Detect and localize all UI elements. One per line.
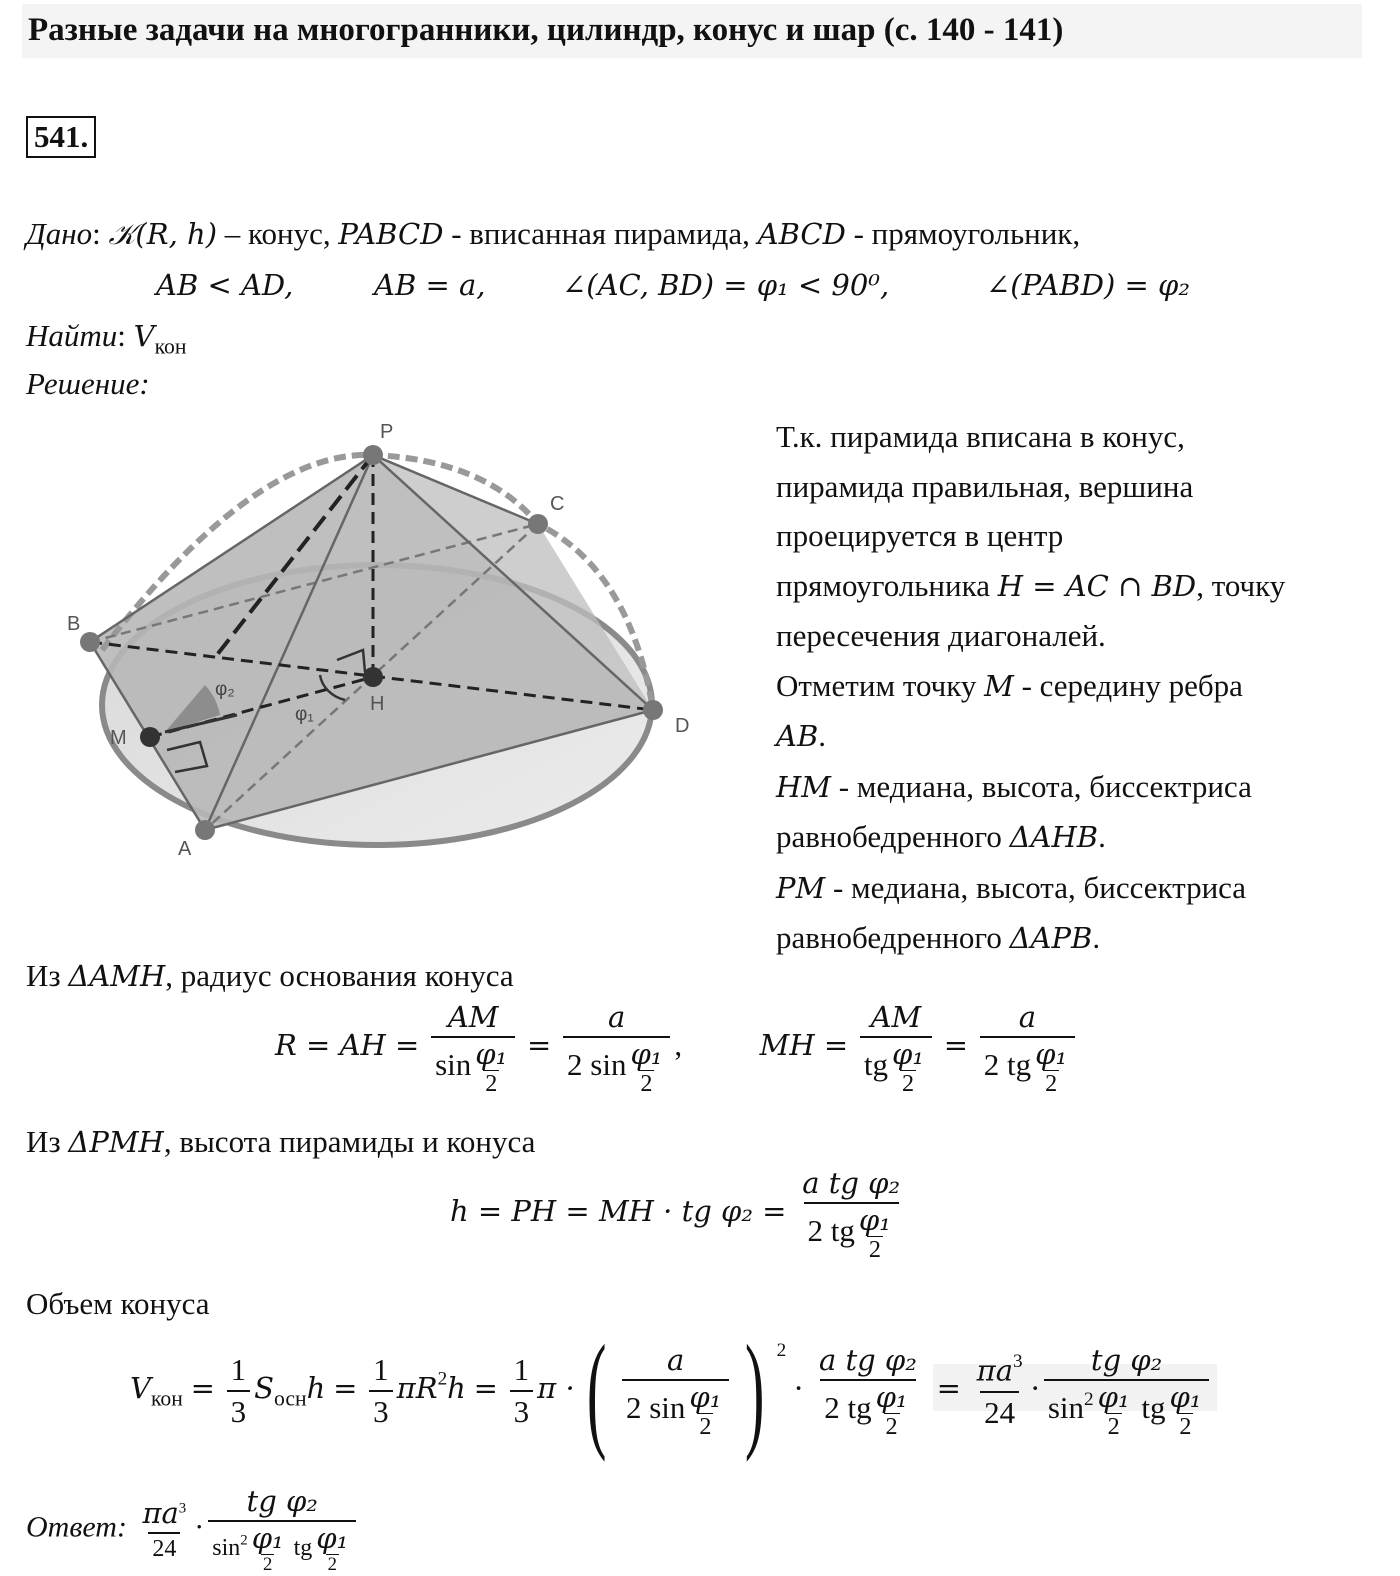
fraction — [622, 1343, 729, 1439]
den: tg — [863, 1047, 889, 1083]
fraction — [227, 1352, 251, 1430]
eq-sign: = — [473, 1371, 498, 1406]
fraction — [138, 1496, 190, 1563]
eq-lhs: h = PH = MH · tg φ₂ = — [450, 1194, 787, 1229]
answer-line — [26, 1484, 360, 1575]
dot: · — [194, 1510, 205, 1544]
condition-2: AB = a, — [374, 268, 486, 302]
given-cone: 𝒦(R, h) — [108, 217, 218, 251]
num: φ₁ — [689, 1379, 722, 1414]
fraction — [431, 1000, 515, 1096]
label-P: P — [380, 421, 394, 443]
explanation-line — [776, 661, 1376, 712]
num: φ₁ — [858, 1203, 891, 1237]
explanation-line — [776, 863, 1376, 914]
text: . — [1092, 920, 1101, 955]
s-sub: осн — [274, 1386, 307, 1411]
math: HM — [776, 769, 831, 804]
label-H: H — [370, 693, 385, 715]
fraction — [208, 1484, 356, 1575]
num: φ₁ — [475, 1037, 508, 1071]
sup: 3 — [178, 1500, 187, 1517]
text: , точку — [1196, 567, 1286, 603]
eq-sign: = — [936, 1371, 961, 1406]
math: ΔAHB — [1009, 820, 1099, 854]
den: 2 — [885, 1412, 898, 1440]
math: ΔAMH — [68, 959, 166, 993]
step1-text — [26, 958, 514, 994]
den: 2 sin — [567, 1047, 627, 1083]
eq-sign: = — [943, 1028, 969, 1063]
problem-number: 541. — [26, 116, 96, 158]
num: πa — [142, 1495, 179, 1530]
given-pyramid: PABCD — [338, 217, 444, 251]
label-M: M — [110, 727, 127, 749]
den: sin — [435, 1047, 472, 1083]
label-C: C — [550, 493, 565, 515]
den: 2 tg — [807, 1213, 855, 1249]
sup: 2 — [437, 1368, 448, 1390]
den: 24 — [980, 1391, 1019, 1431]
step2-text — [26, 1124, 535, 1160]
fraction — [973, 1351, 1027, 1430]
label-phi1: φ₁ — [295, 704, 314, 725]
num: tg φ₂ — [1090, 1342, 1163, 1377]
comma: , — [674, 1027, 683, 1063]
math: M — [984, 668, 1014, 703]
den: 2 — [1179, 1412, 1192, 1440]
num: πa — [976, 1353, 1014, 1388]
page-title: Разные задачи на многогранники, цилиндр, конус и шар (с. 140 - 141) — [28, 12, 1064, 48]
fraction — [510, 1352, 534, 1430]
text: . — [1098, 819, 1106, 854]
v: V — [130, 1371, 151, 1406]
given-line: Дано: 𝒦(R, h) – конус, PABCD - вписанная пирамида, ABCD - прямоугольник, — [26, 216, 1081, 251]
label-A: A — [178, 838, 192, 860]
explanation-line — [776, 812, 1376, 863]
den: sin — [212, 1534, 241, 1561]
text: Из — [26, 958, 69, 993]
condition-3: ∠(AC, BD) = φ₁ < 90⁰, — [562, 268, 890, 302]
equation-radius — [275, 1000, 1079, 1096]
explanation-line: проецируется в центр — [776, 518, 1064, 553]
label-phi2: φ₂ — [215, 679, 235, 700]
den: sin — [1047, 1390, 1085, 1426]
answer-label: Ответ: — [26, 1510, 127, 1544]
v-sub: кон — [150, 1386, 183, 1411]
dot: · — [794, 1371, 804, 1406]
text: Отметим точку — [776, 667, 985, 703]
result-highlight — [933, 1342, 1218, 1440]
find-value: V — [133, 319, 155, 353]
fraction — [815, 1343, 921, 1439]
fraction — [860, 1000, 932, 1096]
fraction — [798, 1166, 904, 1262]
given-text: – конус, — [217, 216, 339, 251]
num: φ₁ — [251, 1521, 284, 1555]
sup: 2 — [240, 1532, 248, 1549]
given-rect: ABCD — [757, 217, 846, 251]
explanation-line — [776, 711, 1376, 762]
cone-pyramid-figure — [55, 410, 705, 880]
den: tg — [1141, 1390, 1166, 1426]
num: φ₁ — [875, 1379, 908, 1414]
den: 2 sin — [625, 1390, 686, 1426]
text: прямоугольника — [776, 567, 998, 603]
equation-volume — [130, 1319, 1217, 1463]
explanation-line: Т.к. пирамида вписана в конус, — [776, 419, 1185, 454]
math: ΔAPB — [1009, 921, 1093, 955]
text: равнобедренного — [776, 819, 1010, 854]
den: 2 — [868, 1236, 881, 1263]
den: 2 — [901, 1070, 915, 1097]
num: 1 — [230, 1352, 247, 1387]
fraction — [563, 1000, 670, 1096]
math: PM — [776, 870, 826, 905]
den: 3 — [227, 1390, 251, 1430]
num: a — [667, 1342, 685, 1377]
den: 3 — [369, 1390, 393, 1430]
num: 1 — [513, 1352, 530, 1387]
given-text: - вписанная пирамида, — [443, 216, 758, 251]
num: a — [1018, 1000, 1037, 1034]
step3-text: Объем конуса — [26, 1286, 210, 1321]
den: tg — [293, 1534, 313, 1561]
explanation-line: пересечения диагоналей. — [776, 618, 1106, 653]
fraction — [1044, 1343, 1210, 1439]
eq-sign: = — [526, 1028, 552, 1063]
left-paren: ( — [586, 1319, 607, 1463]
solution-label-text: Решение — [26, 366, 140, 401]
condition-1: AB < AD, — [156, 268, 294, 302]
den: 2 — [1107, 1412, 1120, 1440]
eq-sign: = — [333, 1371, 358, 1406]
math: ΔPMH — [68, 1125, 164, 1159]
num: φ₁ — [1097, 1379, 1130, 1414]
text: - медиана, высота, биссектриса — [830, 768, 1252, 804]
num: φ₁ — [316, 1521, 349, 1555]
num: φ₁ — [630, 1037, 663, 1071]
den: 2 — [485, 1070, 498, 1097]
s: S — [254, 1371, 275, 1406]
num: AM — [870, 1000, 922, 1034]
sup: 3 — [1013, 1351, 1023, 1373]
h: h — [306, 1371, 326, 1406]
den: 2 tg — [824, 1390, 872, 1426]
page-header — [22, 4, 1362, 58]
text: , радиус основания конуса — [165, 958, 514, 993]
text: , высота пирамиды и конуса — [163, 1124, 536, 1159]
sup: 2 — [1084, 1388, 1094, 1410]
dot: · — [1030, 1371, 1040, 1406]
explanation-line — [776, 561, 1376, 612]
h: h — [447, 1371, 466, 1406]
equation-height — [450, 1166, 908, 1262]
explanation-line: пирамида правильная, вершина — [776, 468, 1194, 504]
text: - медиана, высота, биссектриса — [825, 869, 1247, 905]
num: φ₁ — [1035, 1037, 1068, 1071]
given-label: Дано — [26, 216, 93, 251]
num: φ₁ — [892, 1037, 924, 1071]
fraction — [980, 1000, 1075, 1096]
text: равнобедренного — [776, 920, 1010, 955]
pi: π · — [537, 1371, 575, 1406]
fraction — [369, 1352, 393, 1430]
given-text: - прямоугольник, — [845, 216, 1081, 251]
den: 2 — [699, 1412, 712, 1440]
den: 3 — [510, 1390, 534, 1430]
num: φ₁ — [1169, 1379, 1202, 1414]
label-B: B — [67, 613, 81, 635]
solution-label: Решение: — [26, 366, 150, 401]
den: 24 — [148, 1532, 180, 1563]
text: - середину ребра — [1013, 667, 1243, 703]
eq-lhs: R = AH = — [275, 1028, 420, 1063]
explanation-line — [776, 762, 1376, 813]
den: 2 — [640, 1070, 653, 1097]
find-value-sub: кон — [154, 334, 187, 359]
num: a tg φ₂ — [802, 1166, 901, 1200]
den: 2 — [262, 1554, 273, 1575]
text: . — [818, 718, 827, 753]
condition-4: ∠(PABD) = φ₂ — [986, 268, 1190, 302]
square: 2 — [776, 1339, 787, 1361]
math: H = AC ∩ BD — [997, 568, 1197, 603]
text: Из — [26, 1124, 69, 1159]
num: a — [608, 1000, 626, 1034]
label-D: D — [675, 715, 690, 737]
find-line: Найти: $V_{кон}$ — [26, 318, 187, 359]
right-paren: ) — [745, 1319, 765, 1463]
num: 1 — [373, 1352, 389, 1387]
math: AB — [776, 719, 819, 753]
explanation-line — [776, 913, 1376, 964]
find-label: Найти — [26, 318, 118, 353]
eq-lhs: MH = — [759, 1028, 849, 1063]
den: 2 — [327, 1554, 337, 1575]
num: tg φ₂ — [246, 1484, 318, 1518]
den: 2 — [1045, 1070, 1058, 1097]
pir: πR — [396, 1371, 438, 1406]
den: 2 tg — [983, 1047, 1032, 1083]
eq-sign: = — [190, 1371, 215, 1406]
explanation-paragraph — [776, 412, 1376, 964]
num: a tg φ₂ — [818, 1342, 917, 1377]
num: AM — [447, 1000, 499, 1034]
